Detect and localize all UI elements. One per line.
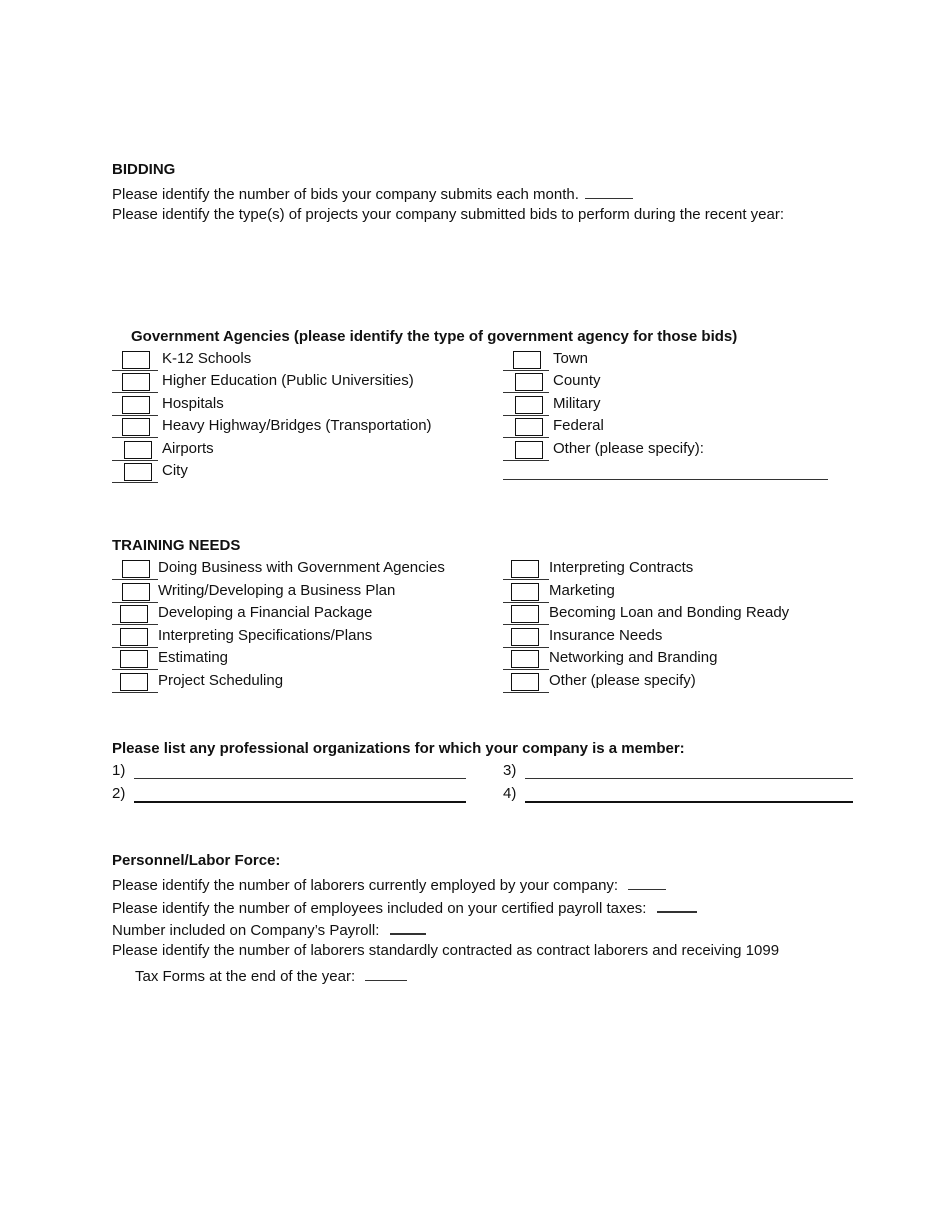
checkbox[interactable] — [120, 650, 148, 668]
tax-forms-input[interactable] — [365, 966, 407, 981]
checkbox[interactable] — [511, 628, 539, 646]
checkbox[interactable] — [122, 418, 150, 436]
checkbox[interactable] — [513, 351, 541, 369]
payroll-number-label: Number included on Company’s Payroll: — [112, 922, 380, 939]
option-label: Military — [553, 395, 601, 412]
option-label: Networking and Branding — [549, 649, 718, 666]
checkbox[interactable] — [515, 418, 543, 436]
payroll-taxes-input[interactable] — [657, 897, 697, 913]
organization-3-label: 3) — [503, 762, 517, 779]
option-label: Developing a Financial Package — [158, 604, 373, 621]
option-label: Writing/Developing a Business Plan — [158, 582, 396, 599]
payroll-taxes-label: Please identify the number of employees included on your certified payroll taxes: — [112, 900, 647, 917]
option-label: Marketing — [549, 582, 615, 599]
organization-2-input[interactable] — [134, 788, 466, 803]
organization-1-input[interactable] — [134, 765, 466, 779]
organization-4-label: 4) — [503, 785, 517, 802]
option-label: Becoming Loan and Bonding Ready — [549, 604, 790, 621]
option-label: Hospitals — [162, 395, 224, 412]
organizations-heading: Please list any professional organizations for which your company is a member: — [112, 740, 685, 757]
option-label: Other (please specify): — [553, 440, 704, 457]
organization-3-input[interactable] — [525, 765, 853, 779]
checkbox[interactable] — [515, 396, 543, 414]
checkbox[interactable] — [124, 463, 152, 481]
option-label: Project Scheduling — [158, 672, 284, 689]
option-label: Insurance Needs — [549, 627, 663, 644]
checkbox[interactable] — [120, 673, 148, 691]
checkbox[interactable] — [515, 441, 543, 459]
checkbox[interactable] — [511, 560, 539, 578]
checkbox[interactable] — [124, 441, 152, 459]
bidding-heading: BIDDING — [112, 161, 176, 178]
bids-per-month-input[interactable] — [585, 184, 633, 199]
option-label: Interpreting Specifications/Plans — [158, 627, 373, 644]
payroll-number-input[interactable] — [390, 919, 426, 935]
payroll-number-question — [112, 919, 426, 940]
contract-1099-question: Please identify the number of laborers standardly contracted as contract laborers and receiving 1099 — [112, 942, 780, 959]
checkbox[interactable] — [515, 373, 543, 391]
option-label: Town — [553, 350, 589, 367]
checkbox[interactable] — [511, 583, 539, 601]
laborers-question — [112, 875, 666, 895]
checkbox[interactable] — [122, 560, 150, 578]
laborers-input[interactable] — [628, 875, 666, 890]
organization-1-label: 1) — [112, 762, 126, 779]
checkbox[interactable] — [122, 351, 150, 369]
government-agencies-heading: Government Agencies (please identify the type of government agency for those bids) — [131, 328, 738, 345]
training-needs-heading: TRAINING NEEDS — [112, 537, 241, 554]
checkbox[interactable] — [120, 628, 148, 646]
option-label: K-12 Schools — [162, 350, 252, 367]
agency-other-specify-input[interactable] — [503, 466, 828, 480]
tax-forms-label: Tax Forms at the end of the year: — [135, 968, 356, 985]
tax-forms-question — [135, 966, 407, 986]
checkbox[interactable] — [511, 605, 539, 623]
payroll-taxes-question — [112, 897, 697, 918]
option-label: Federal — [553, 417, 604, 434]
checkbox[interactable] — [120, 605, 148, 623]
organization-4-input[interactable] — [525, 788, 853, 803]
option-label: County — [553, 372, 601, 389]
option-label: Doing Business with Government Agencies — [158, 559, 445, 576]
personnel-heading: Personnel/Labor Force: — [112, 852, 281, 869]
organization-2-label: 2) — [112, 785, 126, 802]
bids-per-month-label: Please identify the number of bids your company submits each month. — [112, 186, 579, 203]
checkbox[interactable] — [122, 583, 150, 601]
option-label: Airports — [162, 440, 214, 457]
option-label: Other (please specify) — [549, 672, 696, 689]
checkbox[interactable] — [511, 650, 539, 668]
option-label: City — [162, 462, 188, 479]
option-label: Estimating — [158, 649, 229, 666]
bids-per-month-question — [112, 184, 633, 204]
option-label: Higher Education (Public Universities) — [162, 372, 414, 389]
project-types-question: Please identify the type(s) of projects your company submitted bids to perform during the recent year: — [112, 206, 784, 223]
option-label: Interpreting Contracts — [549, 559, 694, 576]
checkbox[interactable] — [511, 673, 539, 691]
option-label: Heavy Highway/Bridges (Transportation) — [162, 417, 432, 434]
checkbox[interactable] — [122, 396, 150, 414]
laborers-label: Please identify the number of laborers currently employed by your company: — [112, 877, 619, 894]
checkbox[interactable] — [122, 373, 150, 391]
